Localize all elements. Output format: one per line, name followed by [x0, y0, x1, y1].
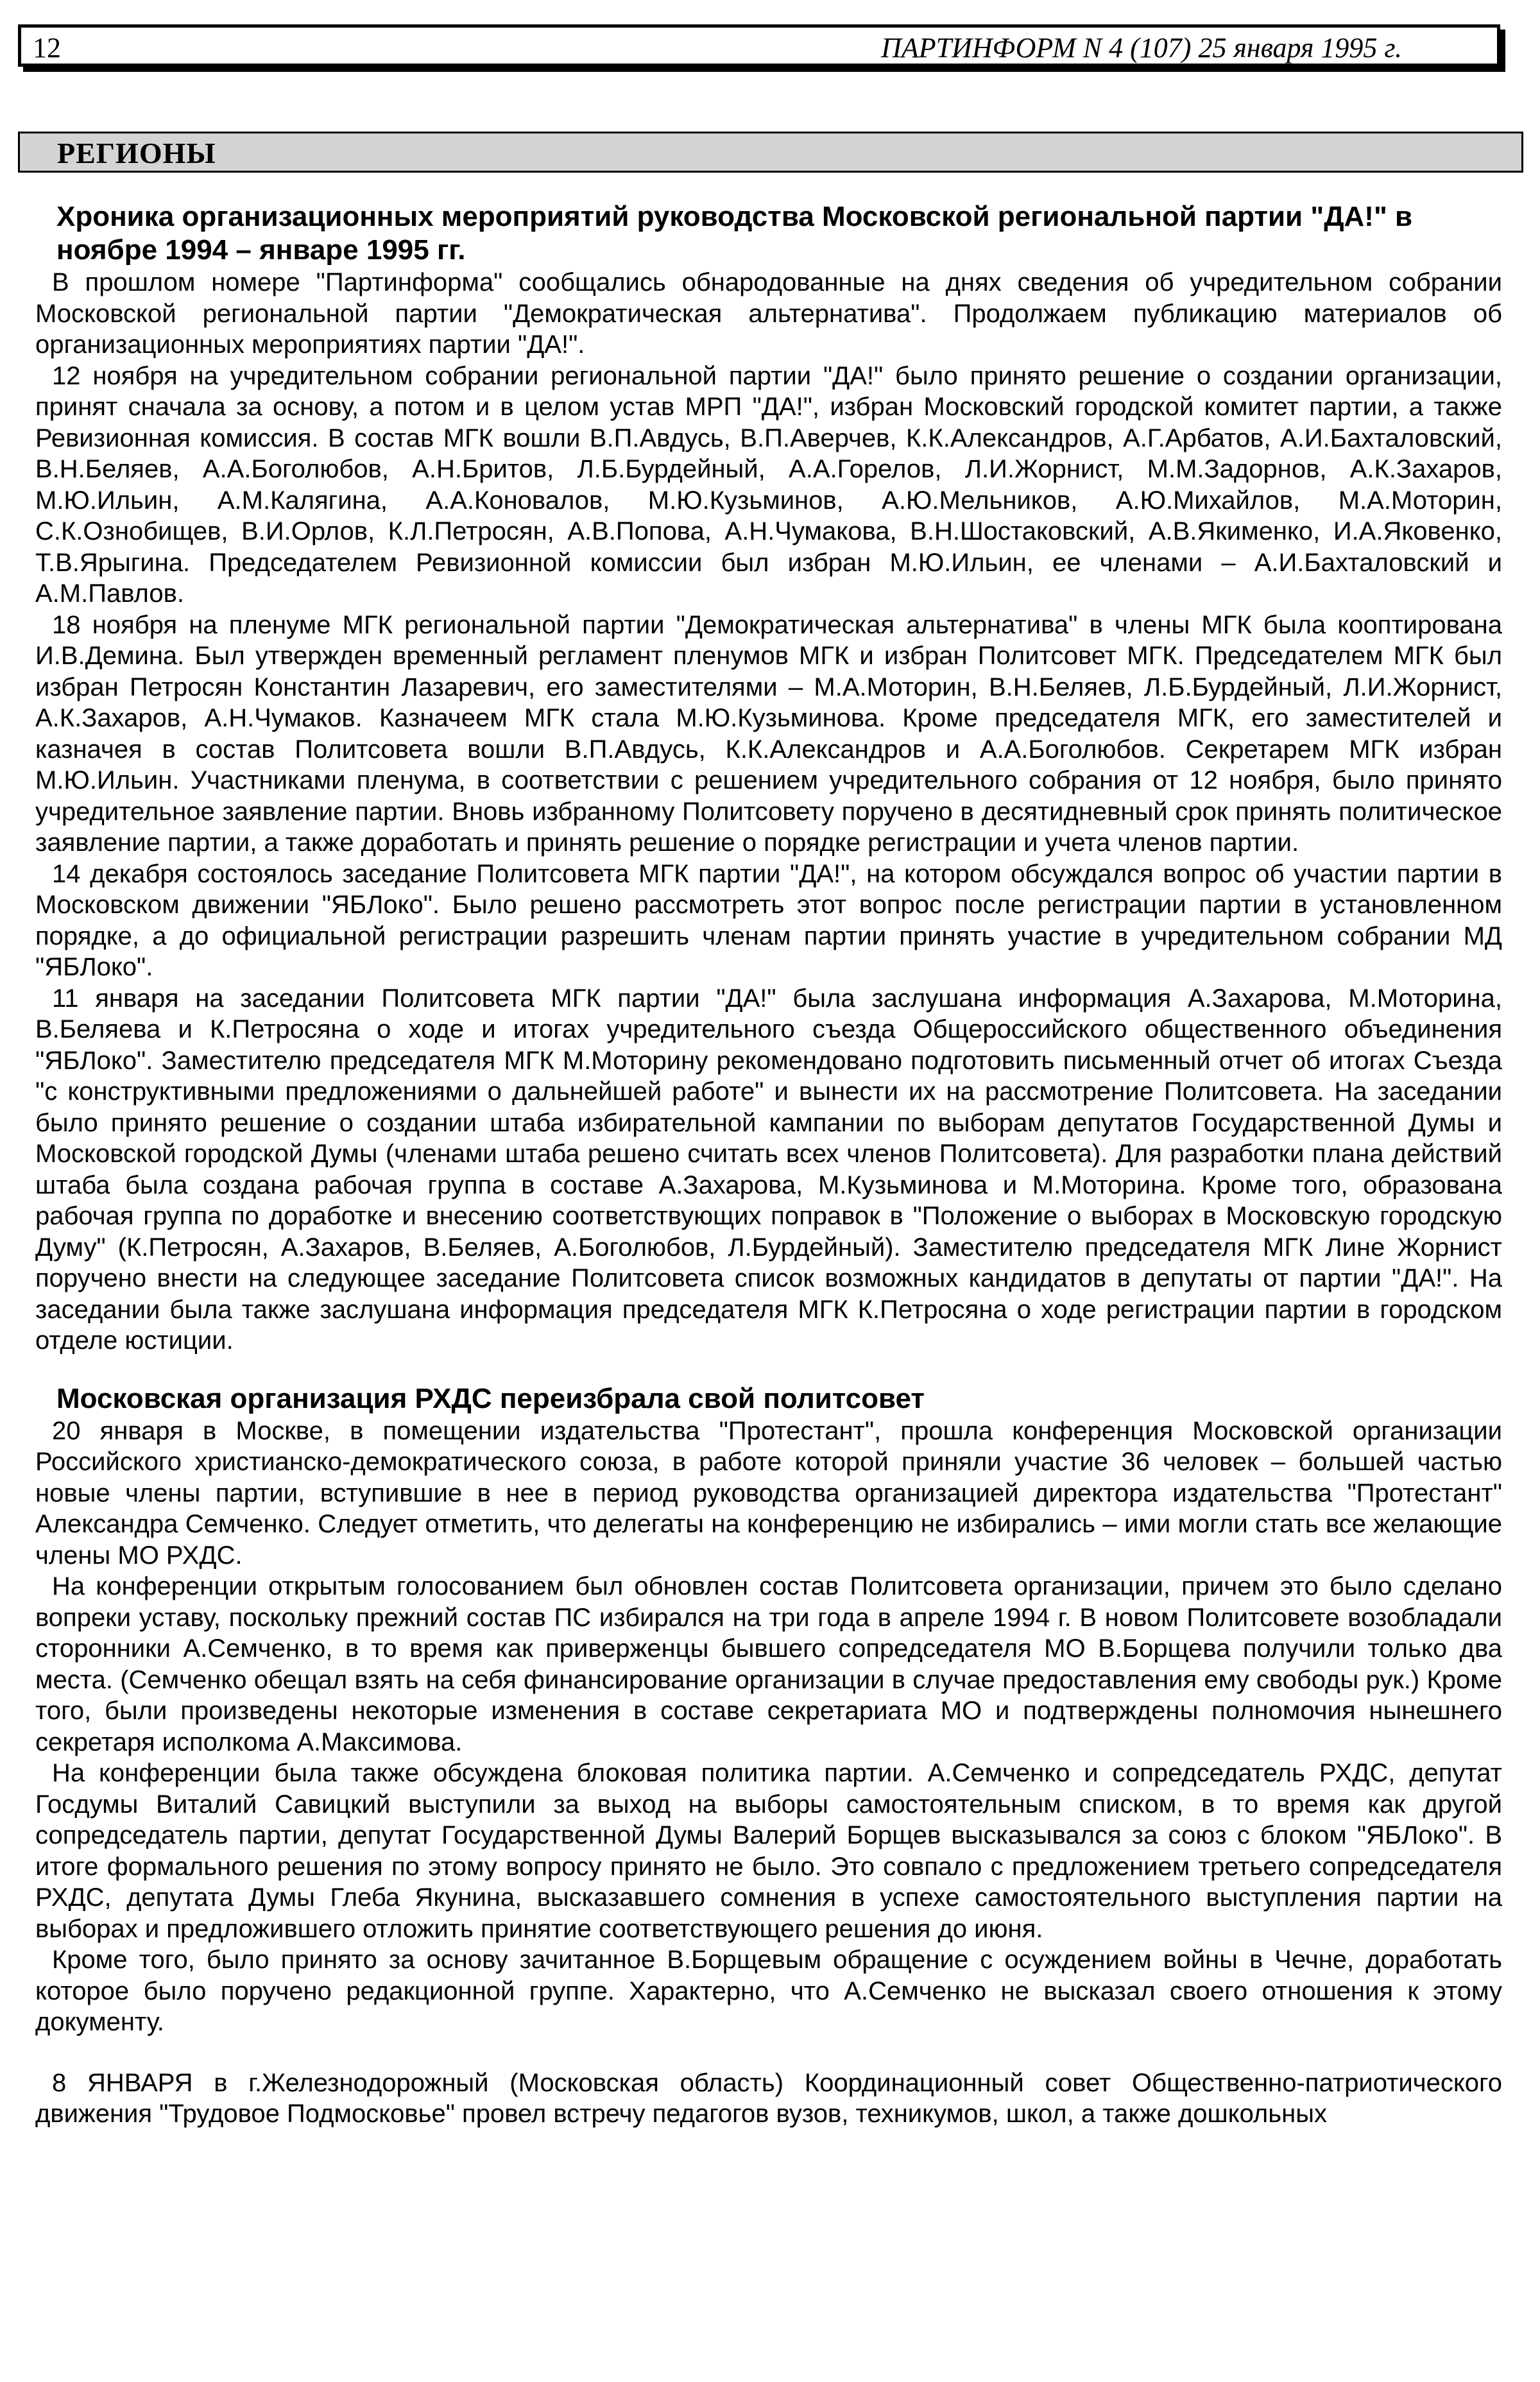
article-2-paragraph: На конференции открытым голосованием был обновлен состав Политсовета организации, причем это было сделано вопреки уставу, поскольку прежний состав ПС избирался на три года в апреле 1994 г. В новом Политсовете возобладали сторонники А.Семченко, в то время как приверженцы бывшего сопредседателя МО В.Борщева получили только два места. (Семченко обещал взять на себя финансирование организации в случае предоставления ему свободы рук.) Кроме того, были произведены некоторые изменения в составе секретариата МО и подтверждены полномочия нынешнего секретаря исполкома А.Максимова. [35, 1572, 1502, 1756]
page-number: 12 [33, 32, 61, 64]
article-1-paragraph: 11 января на заседании Политсовета МГК партии "ДА!" была заслушана информация А.Захарова, М.Моторина, В.Беляева и К.Петросяна о ходе и итогах учредительного съезда Общероссийского общественного объединения "ЯБЛоко". Заместителю председателя МГК М.Моторину рекомендовано подготовить письменный отчет об итогах Съезда "с конструктивными предложениями о дальнейшей работе" и вынести их на рассмотрение Политсовета. На заседании было принято решение о создании штаба избирательной кампании по выборам депутатов Государственной Думы и Московской городской Думы (членами штаба решено считать всех членов Политсовета). Для разработки плана действий штаба была создана рабочая группа в составе А.Захарова, М.Кузьминова и М.Моторина. Кроме того, образована рабочая группа по доработке и внесению соответствующих поправок в "Положение о выборах в Московскую городскую Думу" (К.Петросян, А.Захаров, В.Беляев, А.Боголюбов, Л.Бурдейный). Заместителю председателя МГК Лине Жорнист поручено внести на следующее заседание Политсовета список возможных кандидатов в депутаты от партии "ДА!". На заседании была также заслушана информация председателя МГК К.Петросяна о ходе регистрации партии в городском отделе юстиции. [35, 984, 1502, 1355]
article-1-paragraph: В прошлом номере "Партинформа" сообщались обнародованные на днях сведения об учредительном собрании Московской региональной партии "Демократическая альтернатива". Продолжаем публикацию материалов об организационных мероприятиях партии "ДА!". [35, 268, 1502, 359]
article-2-paragraph: Кроме того, было принято за основу зачитанное В.Борщевым обращение с осуждением войны в Чечне, доработать которое было поручено редакционной группе. Характерно, что А.Семченко не высказал своего отношения к этому документу. [35, 1946, 1502, 2036]
article-2-paragraph: 20 января в Москве, в помещении издательства "Протестант", прошла конференция Московской организации Российского христианско-демократического союза, в работе которой приняли участие 36 человек – большей частью новые члены партии, вступившие в нее в период руководства организацией директора издательства "Протестант" Александра Семченко. Следует отметить, что делегаты на конференцию не избирались – ими могли стать все желающие члены МО РХДС. [35, 1416, 1502, 1570]
masthead: ПАРТИНФОРМ N 4 (107) 25 января 1995 г. [881, 32, 1402, 64]
article-1-paragraph: 18 ноября на пленуме МГК региональной партии "Демократическая альтернатива" в члены МГК была кооптирована И.В.Демина. Был утвержден временный регламент пленумов МГК и избран Политсовет МГК. Председателем МГК был избран Петросян Константин Лазаревич, его заместителями – М.А.Моторин, В.Н.Беляев, Л.Б.Бурдейный, Л.И.Жорнист, А.К.Захаров, А.Н.Чумаков. Казначеем МГК стала М.Ю.Кузьминова. Кроме председателя МГК, его заместителей и казначея в состав Политсовета вошли В.П.Авдусь, К.К.Александров и А.А.Боголюбов. Секретарем МГК избран М.Ю.Ильин. Участниками пленума, в соответствии с решением учредительного собрания от 12 ноября, было принято учредительное заявление партии. Вновь избранному Политсовету поручено в десятидневный срок принять политическое заявление партии, а также доработать и принять решение о порядке регистрации и учета членов партии. [35, 610, 1502, 857]
news-item-paragraph: 8 ЯНВАРЯ в г.Железнодорожный (Московская область) Координационный совет Общественно-патриотического движения "Трудовое Подмосковье" провел встречу педагогов вузов, техникумов, школ, а также дошкольных [35, 2068, 1502, 2128]
article-column [35, 200, 1502, 2130]
section-bar [18, 132, 1523, 173]
section-label: РЕГИОНЫ [57, 137, 216, 169]
article-2-title: Московская организация РХДС переизбрала свой политсовет [56, 1382, 925, 1414]
article-1-paragraph: 14 декабря состоялось заседание Политсовета МГК партии "ДА!", на котором обсуждался вопрос об участии партии в Московском движении "ЯБЛоко". Было решено рассмотреть этот вопрос после регистрации партии в установленном порядке, а до официальной регистрации разрешить членам партии принять участие в учредительном собрании МД "ЯБЛоко". [35, 859, 1502, 981]
article-1-paragraph: 12 ноября на учредительном собрании региональной партии "ДА!" было принято решение о создании организации, принят сначала за основу, а потом и в целом устав МРП "ДА!", избран Московский городской комитет партии, а также Ревизионная комиссия. В состав МГК вошли В.П.Авдусь, В.П.Аверчев, К.К.Александров, А.Г.Арбатов, А.И.Бахталовский, В.Н.Беляев, А.А.Боголюбов, А.Н.Бритов, Л.Б.Бурдейный, А.А.Горелов, Л.И.Жорнист, М.М.Задорнов, А.К.Захаров, М.Ю.Ильин, А.М.Калягина, А.А.Коновалов, М.Ю.Кузьминов, А.Ю.Мельников, А.Ю.Михайлов, М.А.Моторин, С.К.Ознобищев, В.И.Орлов, К.Л.Петросян, А.В.Попова, А.Н.Чумакова, В.Н.Шостаковский, А.В.Якименко, И.А.Яковенко, Т.В.Ярыгина. Председателем Ревизионной комиссии был избран М.Ю.Ильин, ее членами – А.И.Бахталовский и А.М.Павлов. [35, 361, 1502, 608]
page-header [18, 24, 1500, 67]
article-1-title: Хроника организационных мероприятий руководства Московской региональной партии "ДА!" в ноябре 1994 – январе 1995 гг. [56, 201, 1413, 266]
article-2-paragraph: На конференции была также обсуждена блоковая политика партии. А.Семченко и сопредседатель РХДС, депутат Госдумы Виталий Савицкий выступили за выход на выборы самостоятельным списком, в то время как другой сопредседатель партии, депутат Государственной Думы Валерий Борщев высказывался за союз с блоком "ЯБЛоко". В итоге формального решения по этому вопросу принято не было. Это совпало с предложением третьего сопредседателя РХДС, депутата Думы Глеба Якунина, высказавшего сомнения в успехе самостоятельного выступления партии на выборах и предложившего отложить принятие соответствующего решения до июня. [35, 1759, 1502, 1943]
